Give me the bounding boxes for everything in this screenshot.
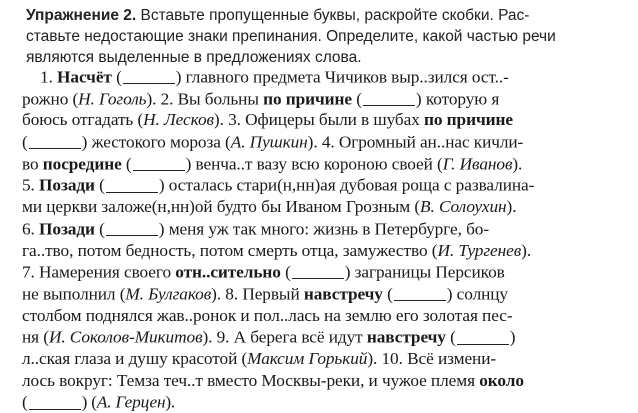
- author-name: И. Тургенев: [437, 240, 522, 260]
- author-name: В. Солоухин: [420, 197, 507, 217]
- sentence-text: лось вокруг: Темза теч..т вместо Москвы-реки, и чужое племя: [22, 370, 480, 390]
- sentence-text: ). 2. Вы больны: [146, 88, 264, 108]
- text-line: [22, 196, 622, 218]
- author-name: М. Булгаков: [125, 284, 212, 304]
- sentence-text: ) заграницы Персиков: [344, 262, 505, 282]
- highlighted-word: Позади: [39, 175, 95, 195]
- highlighted-word: около: [479, 370, 524, 390]
- sentence-text: столбом поднялся жав..ронок и пол..лась на землю его золотая пес-: [22, 305, 513, 325]
- text-line: [22, 261, 622, 283]
- text-line: [22, 218, 622, 240]
- sentence-text: ня (: [22, 327, 49, 347]
- answer-blank: [106, 218, 158, 236]
- answer-blank: [123, 66, 175, 84]
- answer-blank: [106, 174, 158, 192]
- highlighted-word: Насчёт: [57, 67, 112, 87]
- sentence-text: (: [22, 132, 28, 152]
- sentence-text: ). 8. Первый: [211, 284, 304, 304]
- sentence-text: ) венча..т вазу всю короною своей (: [185, 154, 443, 174]
- instructions-line-2: ставьте недостающие знаки препинания. Определите, какой частью речи: [26, 28, 556, 45]
- text-line: [22, 174, 622, 196]
- highlighted-word: навстречу: [303, 284, 383, 304]
- sentence-text: (: [382, 284, 393, 304]
- sentence-text: ) жестокого мороза (: [81, 132, 231, 152]
- sentence-text: 7. Намерения своего: [22, 262, 176, 282]
- sentence-text: 6.: [22, 219, 40, 239]
- sentence-text: л..ская глаза и душу красотой (: [22, 348, 248, 368]
- text-line: [22, 131, 622, 153]
- author-name: Н. Лесков: [143, 110, 214, 130]
- sentence-text: (: [22, 392, 28, 412]
- text-line: [22, 109, 622, 131]
- highlighted-word: отн..сительно: [175, 262, 281, 282]
- sentence-text: га..тво, потом бедность, потом смерть отца, замужество (: [22, 240, 438, 260]
- answer-blank: [457, 326, 509, 344]
- sentence-text: во: [22, 154, 43, 174]
- sentence-text: (: [94, 175, 105, 195]
- sentence-text: ).: [165, 392, 176, 412]
- sentence-text: ). 9. А берега всё идут: [202, 327, 367, 347]
- text-line: [22, 326, 622, 348]
- author-name: А. Герцен: [96, 392, 166, 412]
- sentence-text: ) которую я: [415, 88, 500, 108]
- sentence-text: боюсь отгадать (: [22, 110, 144, 130]
- instructions-line-3: являются выделенные в предложениях слова.: [26, 49, 362, 66]
- sentence-text: ) (: [81, 392, 97, 412]
- sentence-text: (: [445, 327, 456, 347]
- instructions-text-1: Вставьте пропущенные буквы, раскройте скобки. Рас-: [136, 7, 530, 24]
- text-line: [22, 391, 622, 413]
- highlighted-word: навстречу: [366, 327, 446, 347]
- sentence-text: ). 10. Всё измени-: [367, 348, 497, 368]
- sentence-text: рожно (: [22, 88, 79, 108]
- sentence-text: (: [352, 88, 362, 108]
- author-name: Н. Гоголь: [78, 88, 147, 108]
- author-name: А. Пушкин: [230, 132, 308, 152]
- sentence-text: ): [509, 327, 516, 347]
- highlighted-word: Позади: [39, 219, 95, 239]
- sentence-text: не выполнил (: [22, 284, 126, 304]
- sentence-text: ) солнцу: [446, 284, 508, 304]
- sentence-text: (: [111, 67, 122, 87]
- answer-blank: [292, 261, 344, 279]
- sentence-text: (: [94, 219, 105, 239]
- sentence-text: ).: [512, 154, 523, 174]
- instructions-line-1: [26, 5, 622, 26]
- answer-blank: [394, 283, 446, 301]
- sentence-text: ) осталась стари(н,нн)ая дубовая роща с развалина-: [158, 175, 535, 195]
- text-line: [22, 283, 622, 305]
- sentence-text: (: [121, 154, 132, 174]
- exercise-text: [22, 66, 622, 413]
- text-line: [22, 240, 622, 262]
- author-name: Г. Иванов: [442, 154, 513, 174]
- sentence-text: (: [280, 262, 291, 282]
- answer-blank: [29, 131, 81, 149]
- answer-blank: [133, 153, 185, 171]
- exercise-title: Упражнение 2.: [26, 7, 137, 24]
- highlighted-word: посредине: [42, 154, 122, 174]
- sentence-text: 1.: [40, 67, 58, 87]
- answer-blank: [363, 88, 415, 106]
- author-name: И. Соколов-Микитов: [48, 327, 203, 347]
- text-line: [22, 88, 622, 110]
- text-line: [22, 348, 622, 370]
- sentence-text: ).: [506, 197, 517, 217]
- text-line: [22, 305, 622, 327]
- sentence-text: ) главного предмета Чичиков выр..зился ост..-: [175, 67, 509, 87]
- highlighted-word: по причине: [263, 88, 353, 108]
- text-line: [22, 370, 622, 392]
- text-line: [22, 66, 622, 88]
- sentence-text: ми церкви заложе(н,нн)ой будто бы Иваном Грозным (: [22, 197, 421, 217]
- sentence-text: ). 4. Огромный ан..нас кичли-: [307, 132, 524, 152]
- answer-blank: [29, 391, 81, 409]
- sentence-text: ) меня уж так много: жизнь в Петербурге, бо-: [158, 219, 489, 239]
- sentence-text: ). 3. Офицеры были в шубах: [213, 110, 425, 130]
- sentence-text: ).: [521, 240, 532, 260]
- author-name: Максим Горький: [247, 348, 368, 368]
- text-line: [22, 153, 622, 175]
- sentence-text: 5.: [22, 175, 40, 195]
- exercise-instructions: [26, 5, 622, 68]
- highlighted-word: по причине: [424, 110, 513, 130]
